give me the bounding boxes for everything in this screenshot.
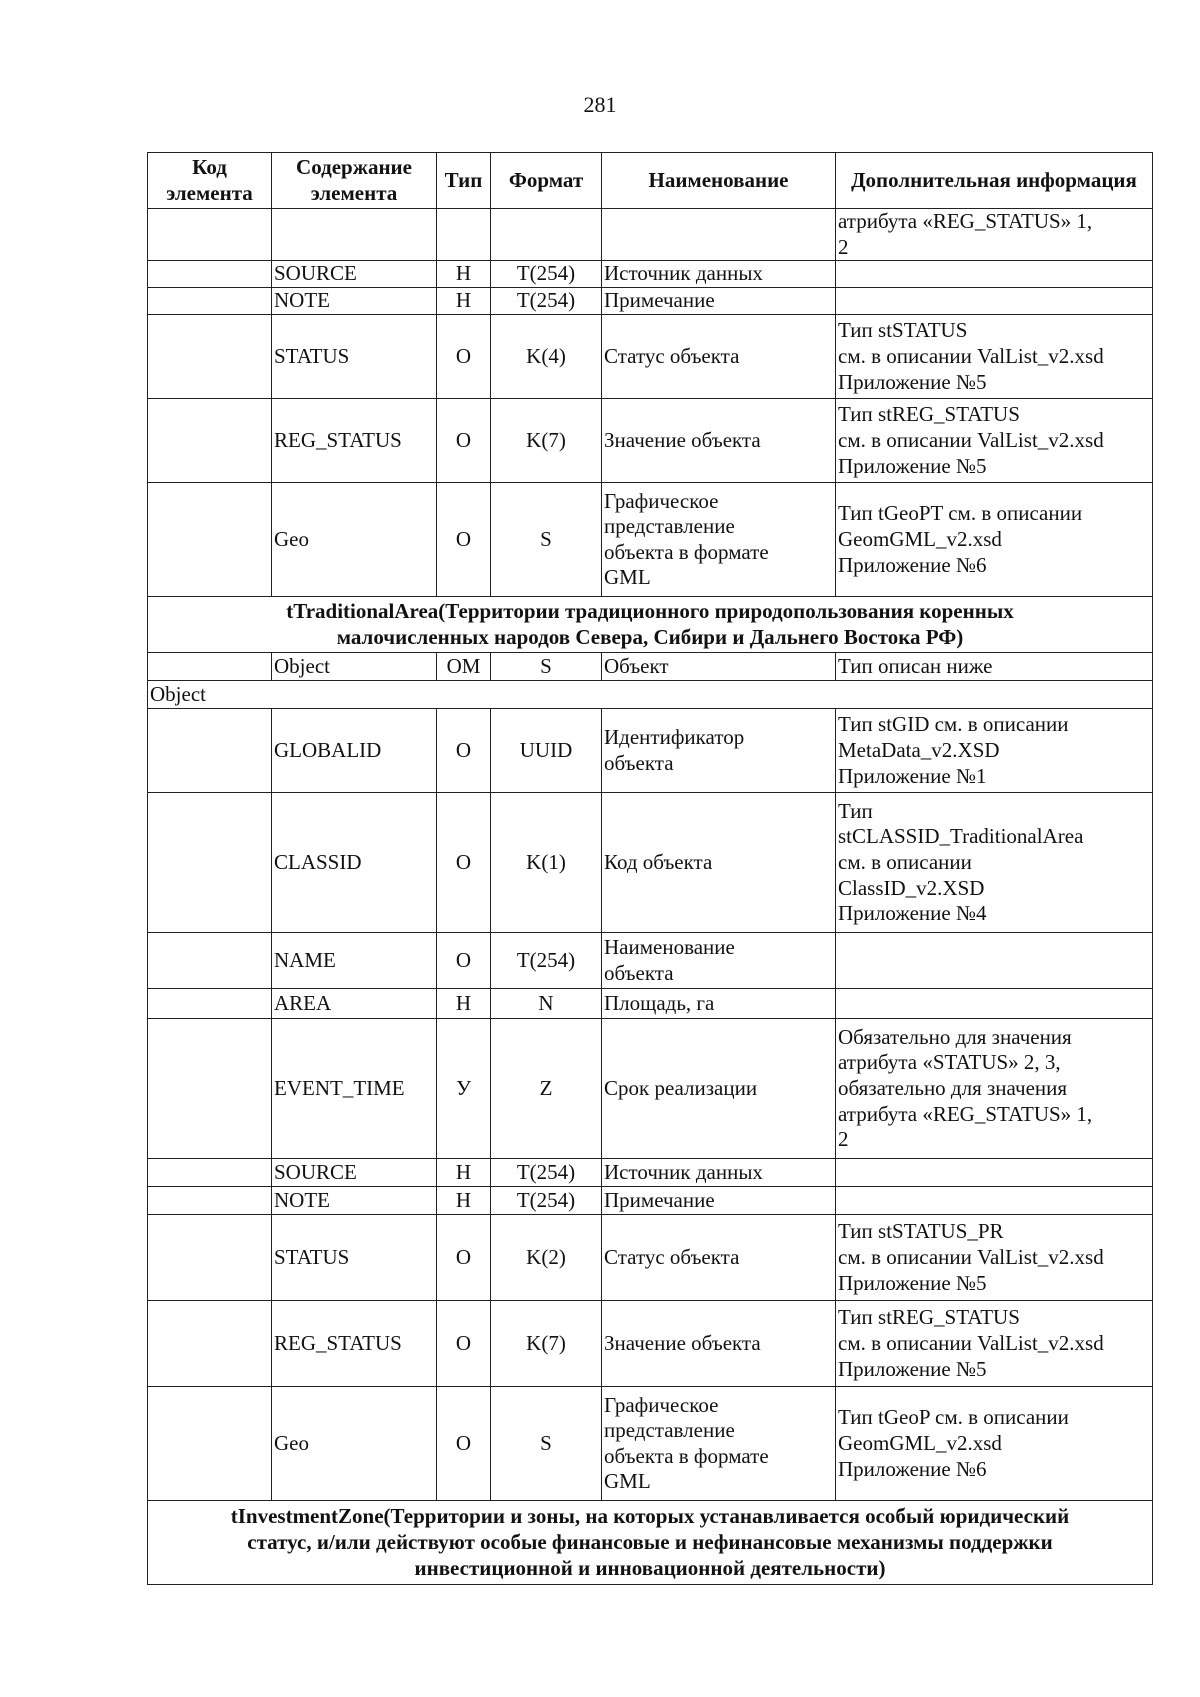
cell-type: О [437, 1301, 491, 1387]
cell-element-content: NOTE [272, 288, 437, 315]
cell-additional-info-line: Тип stREG_STATUS [838, 1305, 1020, 1330]
cell-additional-info [836, 1159, 1153, 1187]
cell-name-line: Источник данных [604, 261, 763, 286]
cell-element-code [148, 989, 272, 1019]
cell-additional-info-line: Тип stSTATUS [838, 318, 968, 343]
table-row [148, 1019, 1153, 1159]
cell-name-line: объекта в формате [604, 539, 769, 564]
cell-element-code [148, 1215, 272, 1301]
cell-type: О [437, 933, 491, 989]
header-element-content: Содержание элемента [272, 153, 437, 209]
cell-name [602, 1159, 836, 1187]
cell-additional-info [836, 209, 1153, 261]
cell-type: ОМ [437, 653, 491, 681]
cell-element-code [148, 315, 272, 399]
section-title-line: tInvestmentZone(Территории и зоны, на которых устанавливается особый юридический [230, 1504, 1070, 1529]
cell-name-line: Графическое [604, 488, 719, 513]
cell-element-content: SOURCE [272, 261, 437, 288]
cell-name-line: представление [604, 1418, 735, 1443]
cell-element-content: AREA [272, 989, 437, 1019]
cell-additional-info [836, 1019, 1153, 1159]
cell-additional-info-line: см. в описании [838, 849, 972, 874]
table-row [148, 1159, 1153, 1187]
cell-name [602, 1019, 836, 1159]
header-name: Наименование [602, 153, 836, 209]
cell-element-code [148, 209, 272, 261]
cell-element-content: SOURCE [272, 1159, 437, 1187]
cell-element-code [148, 1019, 272, 1159]
cell-format: K(7) [491, 1301, 602, 1387]
cell-format: T(254) [491, 288, 602, 315]
cell-name [602, 653, 836, 681]
cell-type: О [437, 793, 491, 933]
cell-format: T(254) [491, 933, 602, 989]
cell-additional-info-line: см. в описании ValList_v2.xsd [838, 1330, 1104, 1355]
cell-type: О [437, 1215, 491, 1301]
section-header-row [148, 1501, 1153, 1585]
cell-format: K(2) [491, 1215, 602, 1301]
cell-name [602, 209, 836, 261]
cell-additional-info-line: MetaData_v2.XSD [838, 737, 1000, 762]
table-row [148, 399, 1153, 483]
cell-type: Н [437, 288, 491, 315]
cell-element-code [148, 1159, 272, 1187]
cell-type: О [437, 483, 491, 597]
cell-additional-info-line: Тип tGeoP см. в описании [838, 1405, 1069, 1430]
table-row [148, 933, 1153, 989]
cell-name [602, 1387, 836, 1501]
cell-type: Н [437, 1187, 491, 1215]
cell-name-line: Источник данных [604, 1159, 763, 1184]
cell-additional-info-line: Приложение №1 [838, 763, 987, 788]
cell-additional-info [836, 315, 1153, 399]
cell-element-code [148, 288, 272, 315]
table-row [148, 1215, 1153, 1301]
cell-format: T(254) [491, 1159, 602, 1187]
cell-additional-info [836, 399, 1153, 483]
cell-name-line: Объект [604, 653, 669, 678]
cell-name [602, 288, 836, 315]
cell-element-content: CLASSID [272, 793, 437, 933]
cell-name-line: Значение объекта [604, 1330, 761, 1355]
cell-element-content: NOTE [272, 1187, 437, 1215]
cell-name [602, 709, 836, 793]
cell-name-line: Срок реализации [604, 1075, 758, 1100]
group-label-row [148, 681, 1153, 709]
table-row [148, 709, 1153, 793]
cell-additional-info-line: см. в описании ValList_v2.xsd [838, 1244, 1104, 1269]
cell-element-code [148, 1301, 272, 1387]
section-title [148, 1501, 1153, 1585]
cell-name-line: Площадь, га [604, 990, 715, 1015]
cell-additional-info-line: Приложение №4 [838, 901, 987, 926]
table-row [148, 1187, 1153, 1215]
table-row [148, 261, 1153, 288]
cell-type: О [437, 399, 491, 483]
table-row [148, 793, 1153, 933]
section-header-row [148, 597, 1153, 653]
cell-additional-info-line: Тип tGeoPT см. в описании [838, 501, 1083, 526]
cell-format: T(254) [491, 1187, 602, 1215]
header-type: Тип [437, 153, 491, 209]
cell-format: K(4) [491, 315, 602, 399]
cell-additional-info-line: см. в описании ValList_v2.xsd [838, 343, 1104, 368]
cell-additional-info [836, 1301, 1153, 1387]
cell-name-line: Примечание [604, 1187, 715, 1212]
cell-additional-info-line: stCLASSID_TraditionalArea [838, 824, 1084, 849]
table-row [148, 209, 1153, 261]
cell-additional-info-line: Приложение №5 [838, 1270, 987, 1295]
cell-element-content: REG_STATUS [272, 1301, 437, 1387]
cell-element-code [148, 709, 272, 793]
cell-name-line: Наименование [604, 935, 735, 960]
cell-additional-info-line: Приложение №5 [838, 453, 987, 478]
cell-type: О [437, 1387, 491, 1501]
group-label: Object [148, 681, 1153, 709]
cell-additional-info-line: Приложение №5 [838, 369, 987, 394]
cell-element-content: GLOBALID [272, 709, 437, 793]
cell-additional-info-line: Тип stSTATUS_PR [838, 1219, 1004, 1244]
page-number: 281 [583, 92, 617, 117]
section-title-line: малочисленных народов Севера, Сибири и Дальнего Востока РФ) [336, 624, 964, 649]
cell-type: Н [437, 1159, 491, 1187]
section-title [148, 597, 1153, 653]
cell-additional-info [836, 1215, 1153, 1301]
cell-additional-info [836, 989, 1153, 1019]
cell-type [437, 209, 491, 261]
cell-element-content [272, 209, 437, 261]
cell-additional-info-line: обязательно для значения [838, 1075, 1068, 1100]
cell-format: UUID [491, 709, 602, 793]
cell-additional-info [836, 709, 1153, 793]
cell-additional-info-line: Тип описан ниже [838, 653, 993, 678]
cell-additional-info-line: атрибута «REG_STATUS» 1, [838, 209, 1093, 233]
cell-additional-info-line: атрибута «STATUS» 2, 3, [838, 1050, 1061, 1075]
cell-additional-info-line: GeomGML_v2.xsd [838, 526, 1002, 551]
cell-format: T(254) [491, 261, 602, 288]
cell-name-line: GML [604, 565, 651, 590]
cell-additional-info-line: ClassID_v2.XSD [838, 875, 985, 900]
cell-format: K(1) [491, 793, 602, 933]
cell-element-content: REG_STATUS [272, 399, 437, 483]
cell-element-code [148, 933, 272, 989]
cell-name-line: Статус объекта [604, 343, 740, 368]
cell-element-code [148, 1187, 272, 1215]
cell-element-content: Geo [272, 483, 437, 597]
cell-name-line: объекта [604, 960, 674, 985]
section-title-line: инвестиционной и инновационной деятельности) [414, 1555, 886, 1580]
cell-type: Н [437, 989, 491, 1019]
cell-type: У [437, 1019, 491, 1159]
cell-format: N [491, 989, 602, 1019]
cell-additional-info [836, 933, 1153, 989]
cell-element-code [148, 793, 272, 933]
table-row [148, 989, 1153, 1019]
section-title-line: статус, и/или действуют особые финансовые и нефинансовые механизмы поддержки [247, 1529, 1053, 1554]
cell-additional-info [836, 653, 1153, 681]
cell-element-content: NAME [272, 933, 437, 989]
table-row [148, 1387, 1153, 1501]
cell-name-line: GML [604, 1469, 651, 1494]
cell-additional-info [836, 1187, 1153, 1215]
cell-name-line: представление [604, 514, 735, 539]
cell-format [491, 209, 602, 261]
cell-format: Z [491, 1019, 602, 1159]
cell-name [602, 1187, 836, 1215]
cell-additional-info-line: см. в описании ValList_v2.xsd [838, 427, 1104, 452]
table-row [148, 288, 1153, 315]
cell-additional-info-line: Обязательно для значения [838, 1024, 1072, 1049]
cell-additional-info-line: Тип stREG_STATUS [838, 402, 1020, 427]
header-element-code: Код элемента [148, 153, 272, 209]
cell-element-content: Geo [272, 1387, 437, 1501]
cell-name [602, 399, 836, 483]
cell-additional-info-line: атрибута «REG_STATUS» 1, [838, 1101, 1093, 1126]
cell-element-code [148, 653, 272, 681]
cell-additional-info [836, 1387, 1153, 1501]
cell-name-line: объекта [604, 750, 674, 775]
table-row [148, 315, 1153, 399]
cell-additional-info-line: Приложение №5 [838, 1356, 987, 1381]
cell-name-line: объекта в формате [604, 1443, 769, 1468]
table-body [148, 209, 1153, 1585]
cell-element-code [148, 1387, 272, 1501]
cell-name-line: Графическое [604, 1392, 719, 1417]
cell-element-code [148, 261, 272, 288]
header-format: Формат [491, 153, 602, 209]
cell-format: S [491, 1387, 602, 1501]
cell-type: О [437, 315, 491, 399]
cell-additional-info-line: 2 [838, 1127, 849, 1152]
cell-additional-info-line: Приложение №6 [838, 1456, 987, 1481]
cell-name [602, 315, 836, 399]
table-row [148, 653, 1153, 681]
cell-additional-info-line: 2 [838, 234, 849, 259]
cell-additional-info-line: Тип stGID см. в описании [838, 712, 1069, 737]
cell-additional-info [836, 261, 1153, 288]
cell-name [602, 989, 836, 1019]
cell-element-content: Object [272, 653, 437, 681]
table-row [148, 483, 1153, 597]
cell-format: S [491, 483, 602, 597]
element-spec-table [147, 152, 1153, 1585]
cell-format: S [491, 653, 602, 681]
table-row [148, 1301, 1153, 1387]
cell-name-line: Значение объекта [604, 427, 761, 452]
cell-element-code [148, 483, 272, 597]
header-additional-info: Дополнительная информация [836, 153, 1153, 209]
cell-name [602, 1301, 836, 1387]
cell-additional-info [836, 483, 1153, 597]
cell-additional-info [836, 793, 1153, 933]
cell-name [602, 483, 836, 597]
cell-type: О [437, 709, 491, 793]
cell-name-line: Примечание [604, 288, 715, 313]
cell-name [602, 933, 836, 989]
cell-name [602, 1215, 836, 1301]
cell-name [602, 793, 836, 933]
section-title-line: tTraditionalArea(Территории традиционного природопользования коренных [286, 599, 1014, 624]
cell-element-code [148, 399, 272, 483]
cell-element-content: STATUS [272, 315, 437, 399]
cell-element-content: STATUS [272, 1215, 437, 1301]
cell-element-content: EVENT_TIME [272, 1019, 437, 1159]
cell-format: K(7) [491, 399, 602, 483]
cell-additional-info-line: Тип [838, 798, 873, 823]
cell-additional-info-line: Приложение №6 [838, 552, 987, 577]
cell-type: Н [437, 261, 491, 288]
cell-name [602, 261, 836, 288]
cell-name-line: Идентификатор [604, 725, 745, 750]
cell-name-line: Код объекта [604, 849, 713, 874]
cell-additional-info [836, 288, 1153, 315]
cell-additional-info-line: GeomGML_v2.xsd [838, 1430, 1002, 1455]
cell-name-line: Статус объекта [604, 1244, 740, 1269]
table-header-row [148, 153, 1153, 209]
